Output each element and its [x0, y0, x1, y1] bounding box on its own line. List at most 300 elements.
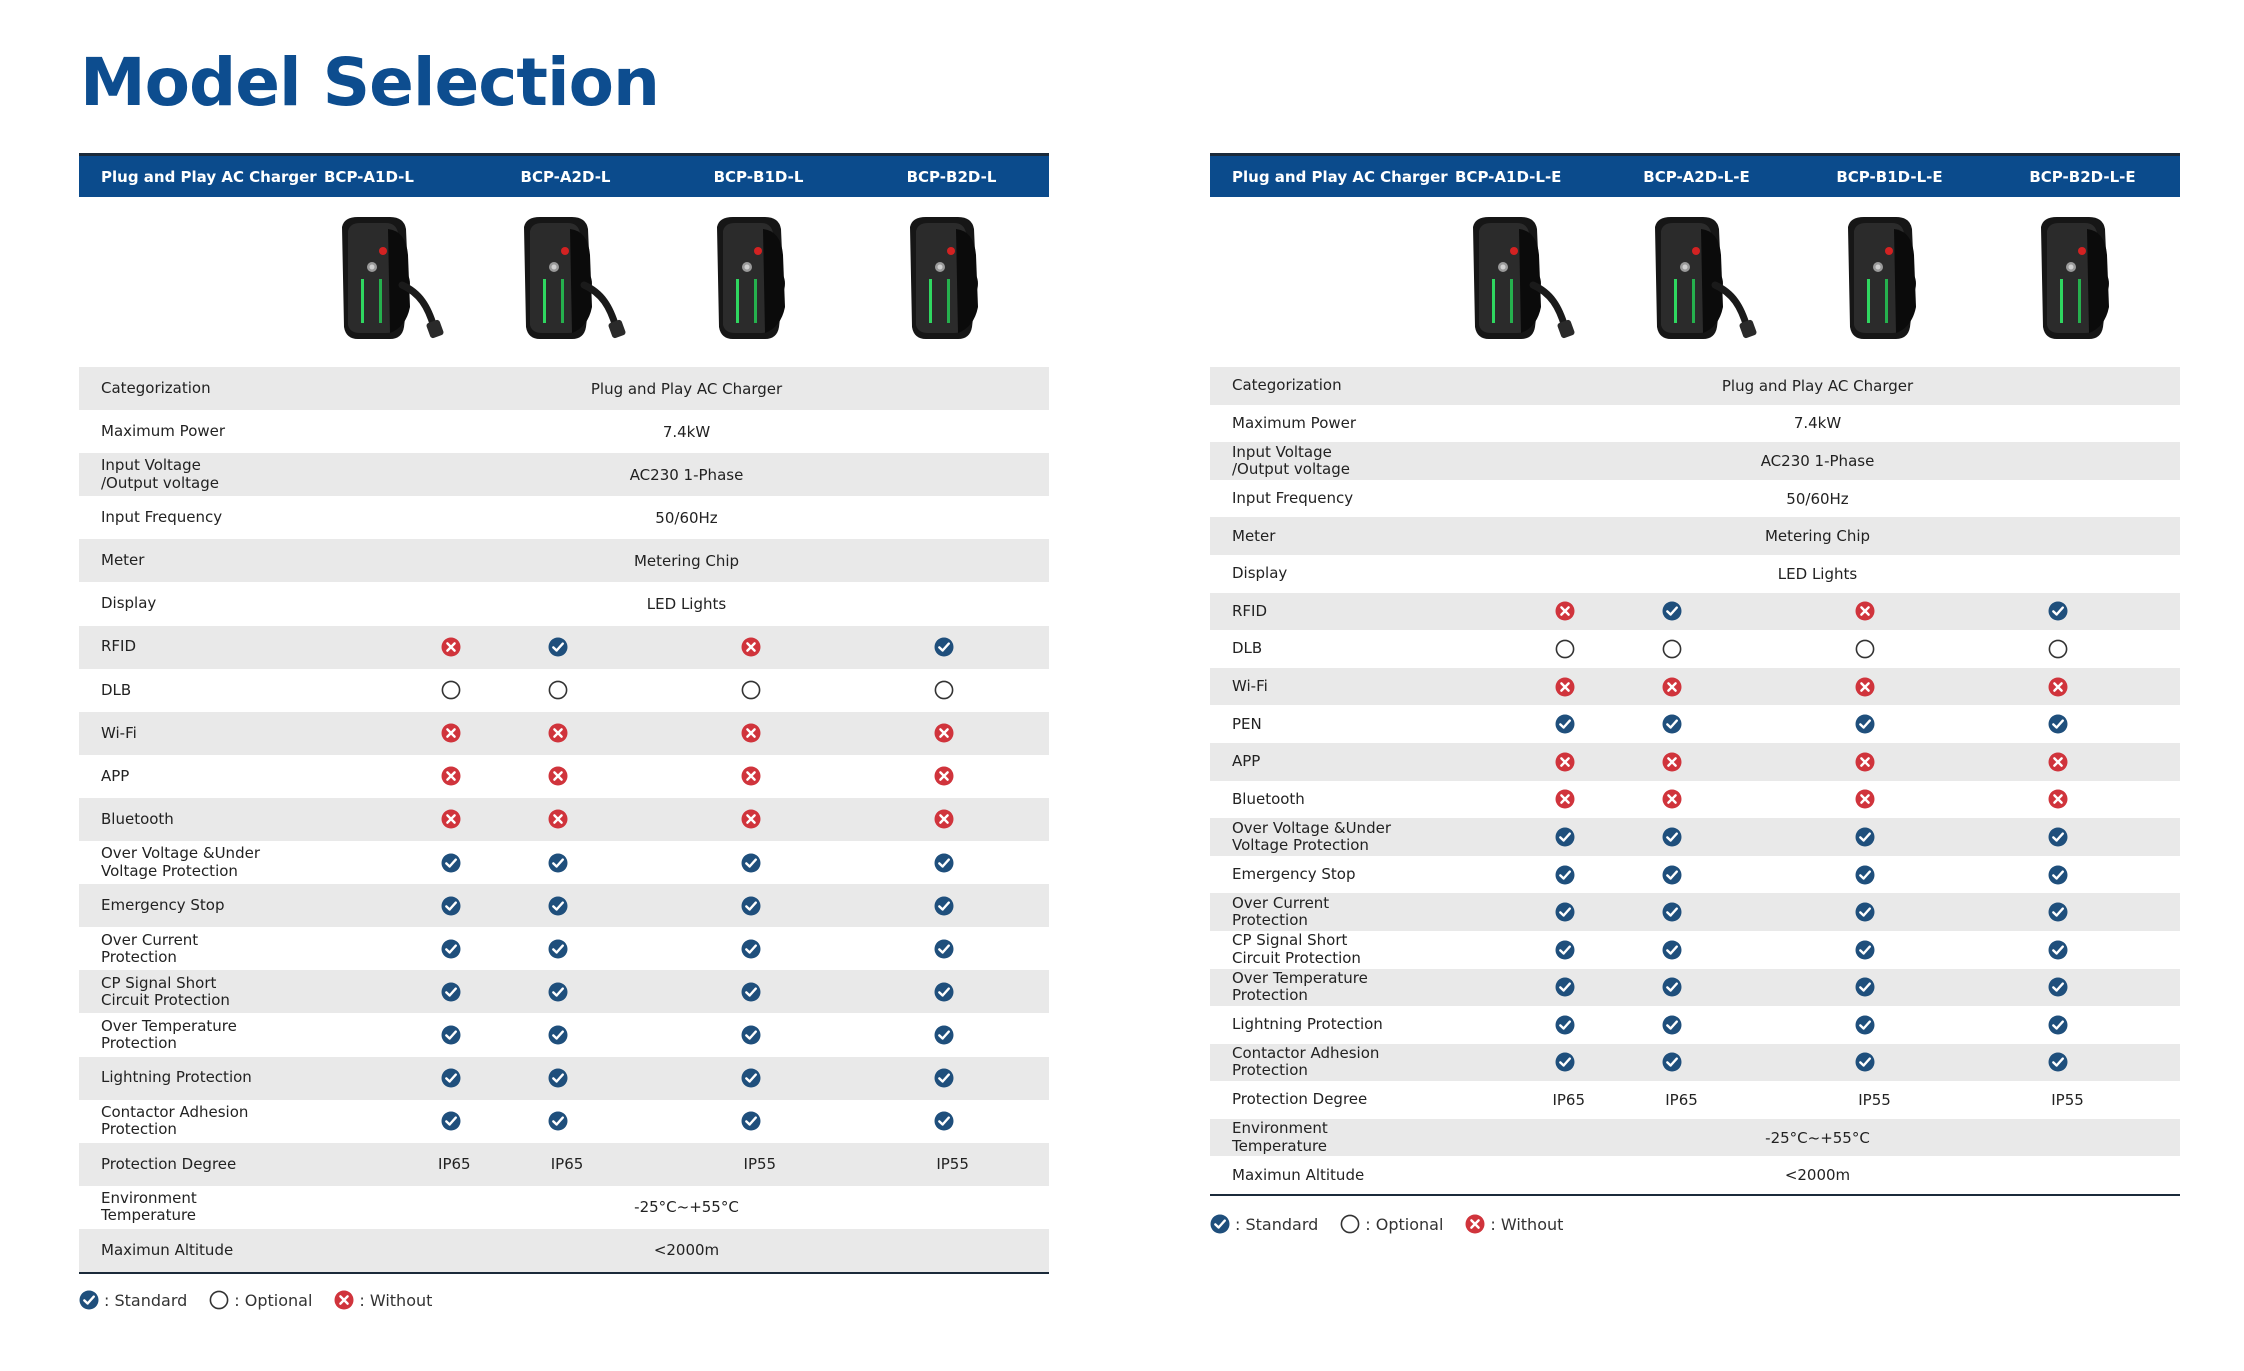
spec-label: Protection Degree	[101, 1154, 237, 1173]
spec-row	[79, 410, 1049, 453]
legend-without-label: : Without	[1490, 1214, 1564, 1234]
spec-label: Meter	[101, 551, 145, 570]
spec-row	[79, 367, 1049, 410]
spec-cell	[1961, 639, 2154, 659]
optional-circle-icon	[1662, 639, 1682, 659]
without-cross-icon	[741, 766, 761, 786]
spec-label: Wi-Fi	[1232, 676, 1268, 695]
spec-cell	[324, 766, 461, 786]
spec-label: APP	[1232, 752, 1261, 771]
standard-check-icon	[1555, 714, 1575, 734]
spec-cell	[461, 896, 654, 916]
spec-label: Bluetooth	[1232, 789, 1305, 808]
product-image-cell	[662, 215, 855, 350]
spec-cell	[654, 939, 847, 959]
without-cross-icon	[1855, 601, 1875, 621]
table-header	[1210, 153, 2180, 197]
without-cross-icon	[441, 723, 461, 743]
standard-check-icon	[79, 1290, 99, 1310]
spec-label: PEN	[1232, 714, 1262, 733]
spec-cell	[654, 723, 847, 743]
spec-cell	[1961, 789, 2154, 809]
spec-label: Emergency Stop	[1232, 864, 1356, 883]
spec-label: Maximum Power	[101, 422, 226, 441]
standard-check-icon	[1662, 865, 1682, 885]
spec-row	[79, 1013, 1049, 1056]
spec-table-right	[1210, 153, 2180, 1196]
spec-cell	[1575, 865, 1768, 885]
spec-row	[1210, 705, 2180, 743]
spec-cell	[1575, 940, 1768, 960]
without-cross-icon	[934, 766, 954, 786]
spec-row	[1210, 517, 2180, 555]
model-header: BCP-B1D-L-E	[1836, 167, 1943, 186]
spec-cell	[1575, 977, 1768, 997]
spec-cell	[1455, 601, 1575, 621]
model-header: BCP-A1D-L	[324, 167, 414, 186]
spec-label: DLB	[1232, 639, 1263, 658]
optional-circle-icon	[1340, 1214, 1360, 1234]
spec-label: RFID	[1232, 601, 1268, 620]
spec-cell	[1455, 827, 1575, 847]
spec-cell	[1575, 639, 1768, 659]
spec-cell	[654, 1068, 847, 1088]
spec-row	[79, 712, 1049, 755]
spec-row	[79, 1143, 1049, 1186]
spec-label: Over Temperature Protection	[1232, 969, 1368, 1005]
spec-cell	[1961, 827, 2154, 847]
model-header: BCP-A2D-L-E	[1643, 167, 1750, 186]
spec-row	[1210, 593, 2180, 631]
spec-cell	[1961, 601, 2154, 621]
charger-image	[2023, 215, 2143, 350]
spec-cell	[461, 637, 654, 657]
standard-check-icon	[2048, 601, 2068, 621]
spec-label: Display	[101, 594, 157, 613]
standard-check-icon	[441, 1111, 461, 1131]
standard-check-icon	[1555, 1015, 1575, 1035]
standard-check-icon	[741, 982, 761, 1002]
model-header: BCP-A2D-L	[520, 167, 611, 186]
spec-cell	[1575, 789, 1768, 809]
spec-label: Input Frequency	[101, 508, 223, 527]
without-cross-icon	[1555, 789, 1575, 809]
spec-cell	[1455, 977, 1575, 997]
spec-value: IP65	[1665, 1091, 1698, 1110]
spec-row	[79, 970, 1049, 1013]
spec-value: Plug and Play AC Charger	[590, 379, 783, 398]
standard-check-icon	[441, 939, 461, 959]
spec-cell	[1575, 752, 1768, 772]
legend-standard-label: : Standard	[104, 1290, 188, 1310]
spec-cell	[1768, 940, 1961, 960]
spec-row	[79, 841, 1049, 884]
spec-cell	[461, 723, 654, 743]
spec-cell	[1961, 1015, 2154, 1035]
spec-label: DLB	[101, 680, 132, 699]
spec-row	[1210, 1119, 2180, 1157]
standard-check-icon	[1855, 865, 1875, 885]
spec-cell	[1455, 940, 1575, 960]
standard-check-icon	[2048, 714, 2068, 734]
standard-check-icon	[934, 853, 954, 873]
standard-check-icon	[441, 853, 461, 873]
legend-without	[1465, 1214, 1563, 1234]
standard-check-icon	[741, 1025, 761, 1045]
spec-label: Over Temperature Protection	[101, 1016, 237, 1052]
without-cross-icon	[1855, 752, 1875, 772]
spec-cell	[1455, 1015, 1575, 1035]
spec-cell	[1961, 752, 2154, 772]
spec-cell	[1961, 977, 2154, 997]
spec-row	[1210, 969, 2180, 1007]
header-category: Plug and Play AC Charger	[1232, 167, 1448, 186]
spec-cell	[847, 896, 1040, 916]
spec-cell	[654, 637, 847, 657]
model-header: BCP-B2D-L-E	[2029, 167, 2136, 186]
charger-image	[699, 215, 819, 350]
spec-row	[79, 755, 1049, 798]
spec-row	[79, 669, 1049, 712]
spec-cell	[1455, 789, 1575, 809]
spec-cell	[324, 680, 461, 700]
standard-check-icon	[934, 896, 954, 916]
standard-check-icon	[2048, 1052, 2068, 1072]
spec-cell	[1768, 827, 1961, 847]
spec-cell	[1768, 601, 1961, 621]
spec-value: IP55	[2051, 1091, 2084, 1110]
spec-value: 7.4kW	[662, 422, 711, 441]
standard-check-icon	[548, 1111, 568, 1131]
standard-check-icon	[548, 896, 568, 916]
spec-cell	[1961, 714, 2154, 734]
charger-image	[1637, 215, 1757, 350]
spec-label: Over Voltage &Under Voltage Protection	[101, 844, 260, 880]
spec-label: Emergency Stop	[101, 896, 225, 915]
legend-right	[1210, 1214, 1585, 1234]
standard-check-icon	[1555, 827, 1575, 847]
spec-value: Metering Chip	[1764, 527, 1871, 546]
spec-label: Meter	[1232, 526, 1276, 545]
spec-row	[1210, 893, 2180, 931]
spec-label: Over Current Protection	[101, 930, 199, 966]
without-cross-icon	[334, 1290, 354, 1310]
spec-cell	[847, 680, 1040, 700]
spec-label: Bluetooth	[101, 809, 174, 828]
standard-check-icon	[548, 637, 568, 657]
spec-label: Environment Temperature	[1232, 1119, 1328, 1155]
standard-check-icon	[1662, 977, 1682, 997]
spec-value: IP65	[1552, 1091, 1585, 1110]
product-image-cell	[469, 215, 662, 350]
standard-check-icon	[934, 1025, 954, 1045]
product-image-cell	[1793, 215, 1986, 350]
spec-row	[1210, 367, 2180, 405]
spec-label: CP Signal Short Circuit Protection	[101, 973, 230, 1009]
optional-circle-icon	[548, 680, 568, 700]
spec-cell	[1575, 1052, 1768, 1072]
spec-row	[79, 927, 1049, 970]
standard-check-icon	[1855, 827, 1875, 847]
spec-cell	[847, 766, 1040, 786]
spec-label: Contactor Adhesion Protection	[101, 1102, 249, 1139]
charger-image	[506, 215, 626, 350]
standard-check-icon	[1855, 902, 1875, 922]
spec-row	[79, 1229, 1049, 1272]
spec-value: AC230 1-Phase	[1760, 451, 1875, 470]
spec-cell	[1768, 902, 1961, 922]
without-cross-icon	[1555, 601, 1575, 621]
spec-value: IP55	[743, 1155, 777, 1174]
spec-cell	[1961, 902, 2154, 922]
spec-cell	[1961, 1052, 2154, 1072]
spec-cell	[324, 1111, 461, 1131]
spec-value: IP55	[1858, 1091, 1891, 1110]
spec-label: Maximum Power	[1232, 413, 1357, 432]
table-bottom-rule	[79, 1272, 1049, 1274]
without-cross-icon	[1855, 677, 1875, 697]
standard-check-icon	[741, 853, 761, 873]
spec-row	[1210, 442, 2180, 480]
spec-value: -25°C~+55°C	[634, 1198, 739, 1217]
model-header: BCP-B2D-L	[906, 167, 997, 186]
without-cross-icon	[1662, 677, 1682, 697]
spec-row	[1210, 480, 2180, 518]
spec-value: 7.4kW	[1793, 414, 1842, 433]
without-cross-icon	[934, 723, 954, 743]
legend-without-label: : Without	[359, 1290, 433, 1310]
header-category: Plug and Play AC Charger	[101, 167, 317, 186]
standard-check-icon	[934, 1068, 954, 1088]
without-cross-icon	[441, 809, 461, 829]
without-cross-icon	[1555, 677, 1575, 697]
legend-optional-label: : Optional	[1365, 1214, 1444, 1234]
spec-cell	[654, 896, 847, 916]
spec-cell	[1455, 752, 1575, 772]
spec-label: Wi-Fi	[101, 723, 137, 742]
spec-cell	[461, 1111, 654, 1131]
spec-value: IP55	[936, 1155, 969, 1174]
spec-cell	[1575, 1015, 1768, 1035]
without-cross-icon	[2048, 789, 2068, 809]
spec-cell	[654, 1025, 847, 1045]
spec-value: <2000m	[653, 1241, 720, 1260]
standard-check-icon	[2048, 940, 2068, 960]
spec-row	[1210, 931, 2180, 969]
standard-check-icon	[1555, 902, 1575, 922]
standard-check-icon	[1855, 977, 1875, 997]
without-cross-icon	[1555, 752, 1575, 772]
spec-cell	[1575, 827, 1768, 847]
without-cross-icon	[441, 637, 461, 657]
spec-label: Categorization	[1232, 376, 1342, 395]
without-cross-icon	[1855, 789, 1875, 809]
spec-cell	[1961, 865, 2154, 885]
spec-value: 50/60Hz	[655, 508, 718, 527]
spec-cell	[654, 1111, 847, 1131]
legend-standard-label: : Standard	[1235, 1214, 1319, 1234]
spec-cell	[654, 766, 847, 786]
spec-row	[79, 1186, 1049, 1229]
spec-cell	[654, 680, 847, 700]
standard-check-icon	[1855, 1015, 1875, 1035]
charger-image	[324, 215, 444, 350]
spec-cell	[847, 809, 1040, 829]
spec-cell	[324, 853, 461, 873]
spec-label: Over Current Protection	[1232, 893, 1330, 930]
without-cross-icon	[741, 723, 761, 743]
spec-value: <2000m	[1784, 1166, 1851, 1185]
page-title: Model Selection	[80, 44, 659, 121]
without-cross-icon	[1662, 752, 1682, 772]
spec-row	[79, 582, 1049, 625]
spec-cell	[324, 637, 461, 657]
spec-cell	[461, 1068, 654, 1088]
spec-row	[1210, 1006, 2180, 1044]
spec-row	[79, 884, 1049, 927]
spec-cell	[847, 853, 1040, 873]
spec-cell	[1961, 940, 2154, 960]
standard-check-icon	[1662, 902, 1682, 922]
spec-cell	[1575, 902, 1768, 922]
spec-cell	[1768, 865, 1961, 885]
spec-row	[1210, 630, 2180, 668]
without-cross-icon	[2048, 677, 2068, 697]
spec-row	[79, 453, 1049, 496]
standard-check-icon	[1662, 601, 1682, 621]
spec-cell	[1455, 677, 1575, 697]
product-images	[1210, 197, 2180, 367]
spec-cell	[461, 982, 654, 1002]
standard-check-icon	[441, 1025, 461, 1045]
spec-cell	[1768, 639, 1961, 659]
spec-cell	[1768, 752, 1961, 772]
spec-label: Over Voltage &Under Voltage Protection	[1232, 818, 1391, 854]
model-header: BCP-A1D-L-E	[1455, 167, 1562, 186]
spec-cell	[1575, 677, 1768, 697]
spec-label: RFID	[101, 637, 137, 656]
spec-cell	[654, 809, 847, 829]
spec-cell	[461, 680, 654, 700]
legend-standard	[1210, 1214, 1318, 1234]
spec-value: AC230 1-Phase	[629, 465, 744, 484]
spec-cell	[654, 982, 847, 1002]
table-bottom-rule	[1210, 1194, 2180, 1196]
spec-cell	[324, 1025, 461, 1045]
charger-image	[892, 215, 1012, 350]
spec-label: Maximun Altitude	[1232, 1165, 1365, 1184]
spec-row	[1210, 1044, 2180, 1082]
standard-check-icon	[1662, 1052, 1682, 1072]
standard-check-icon	[1855, 940, 1875, 960]
spec-cell	[1455, 865, 1575, 885]
spec-cell	[324, 1068, 461, 1088]
standard-check-icon	[934, 939, 954, 959]
spec-label: Input Voltage /Output voltage	[1232, 442, 1350, 478]
without-cross-icon	[2048, 752, 2068, 772]
standard-check-icon	[1555, 940, 1575, 960]
standard-check-icon	[2048, 827, 2068, 847]
spec-label: APP	[101, 766, 130, 785]
product-image-cell	[324, 215, 469, 350]
spec-label: Lightning Protection	[101, 1068, 252, 1087]
spec-cell	[1455, 639, 1575, 659]
spec-cell	[324, 939, 461, 959]
standard-check-icon	[2048, 977, 2068, 997]
standard-check-icon	[548, 853, 568, 873]
optional-circle-icon	[1855, 639, 1875, 659]
without-cross-icon	[1465, 1214, 1485, 1234]
without-cross-icon	[741, 637, 761, 657]
charger-image	[1455, 215, 1575, 350]
spec-label: Contactor Adhesion Protection	[1232, 1044, 1380, 1080]
spec-cell	[1455, 714, 1575, 734]
spec-cell	[461, 853, 654, 873]
product-images	[79, 197, 1049, 367]
spec-cell	[461, 939, 654, 959]
spec-table-left	[79, 153, 1049, 1274]
spec-row	[1210, 405, 2180, 443]
standard-check-icon	[741, 896, 761, 916]
spec-cell	[324, 723, 461, 743]
spec-cell	[1575, 714, 1768, 734]
spec-cell	[1768, 714, 1961, 734]
spec-cell	[1768, 1052, 1961, 1072]
standard-check-icon	[1855, 1052, 1875, 1072]
standard-check-icon	[441, 896, 461, 916]
legend-optional	[1340, 1214, 1443, 1234]
standard-check-icon	[1662, 714, 1682, 734]
spec-row	[1210, 818, 2180, 856]
standard-check-icon	[741, 939, 761, 959]
spec-cell	[461, 1025, 654, 1045]
standard-check-icon	[441, 982, 461, 1002]
legend-standard	[79, 1290, 187, 1310]
spec-cell	[1575, 601, 1768, 621]
product-image-cell	[1600, 215, 1793, 350]
standard-check-icon	[548, 939, 568, 959]
spec-cell	[324, 982, 461, 1002]
spec-cell	[847, 637, 1040, 657]
optional-circle-icon	[741, 680, 761, 700]
spec-label: Protection Degree	[1232, 1090, 1368, 1109]
standard-check-icon	[441, 1068, 461, 1088]
standard-check-icon	[934, 637, 954, 657]
spec-cell	[1768, 677, 1961, 697]
spec-cell	[847, 982, 1040, 1002]
standard-check-icon	[1555, 977, 1575, 997]
optional-circle-icon	[1555, 639, 1575, 659]
standard-check-icon	[934, 1111, 954, 1131]
standard-check-icon	[1855, 714, 1875, 734]
legend-left	[79, 1290, 454, 1310]
without-cross-icon	[548, 723, 568, 743]
charger-image	[1830, 215, 1950, 350]
standard-check-icon	[548, 1068, 568, 1088]
spec-row	[79, 496, 1049, 539]
standard-check-icon	[1662, 940, 1682, 960]
spec-cell	[461, 809, 654, 829]
without-cross-icon	[441, 766, 461, 786]
product-image-cell	[1455, 215, 1600, 350]
spec-cell	[847, 939, 1040, 959]
spec-row	[1210, 781, 2180, 819]
spec-label: Maximun Altitude	[101, 1240, 234, 1259]
spec-cell	[1768, 1015, 1961, 1035]
spec-cell	[847, 1111, 1040, 1131]
spec-cell	[324, 809, 461, 829]
standard-check-icon	[2048, 902, 2068, 922]
